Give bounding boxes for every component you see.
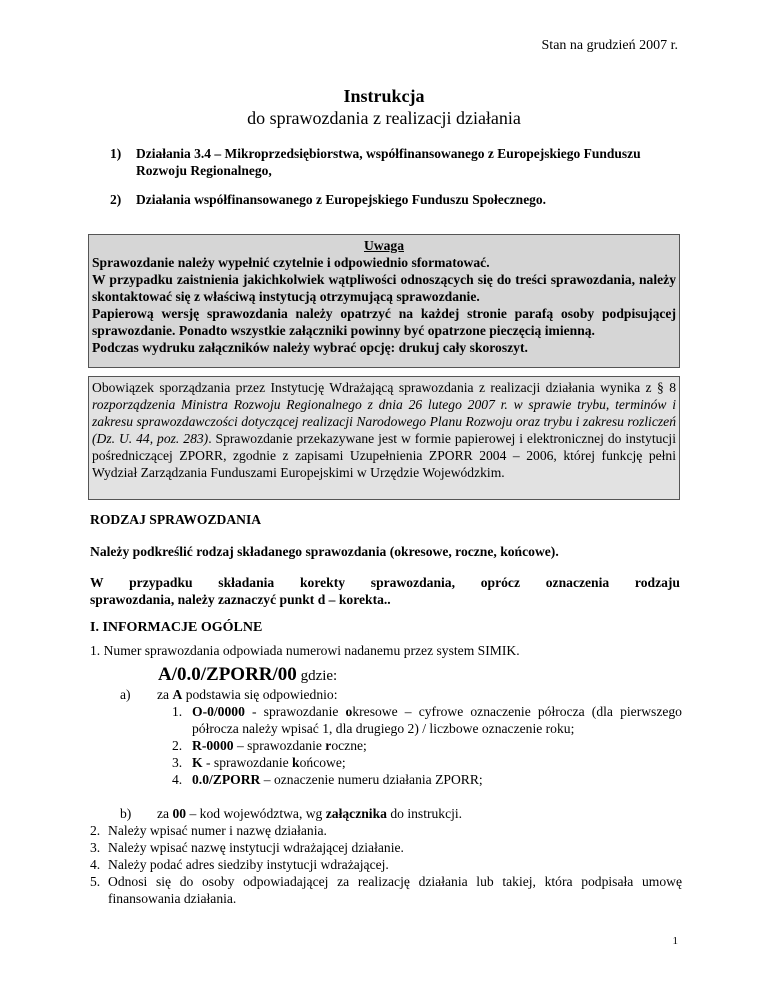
list-item: 4. Należy podać adres siedziby instytucji wdrażającej.: [90, 857, 389, 872]
intro-list-item: 2) Działania współfinansowanego z Europejskiego Funduszu Społecznego.: [110, 192, 547, 207]
report-type-heading: RODZAJ SPRAWOZDANIA: [90, 512, 262, 527]
report-type-instruction: Należy podkreślić rodzaj składanego sprawozdania (okresowe, roczne, końcowe).: [90, 544, 559, 559]
list-item: 4. 0.0/ZPORR – oznaczenie numeru działania ZPORR;: [172, 772, 483, 787]
page-number: 1: [672, 935, 678, 947]
section-heading: I. INFORMACJE OGÓLNE: [90, 620, 263, 635]
correction-instruction-line1: W przypadku składania korekty sprawozdania, oprócz oznaczenia rodzaju: [90, 575, 680, 590]
warning-box: [88, 234, 680, 368]
info-box: [88, 376, 680, 500]
list-item: 5. Odnosi się do osoby odpowiadającej za realizację działania lub takiej, która podpisała umowę finansowania działania.: [90, 874, 682, 906]
warning-paragraph: Papierową wersję sprawozdania należy opatrzyć na każdej stronie parafą osoby podpisującej sprawozdanie. Ponadto wszystkie załączniki powinny być opatrzone pieczęcią imienną.: [92, 306, 676, 338]
sub-list-b: [120, 805, 680, 822]
intro-list-item: 1) Działania 3.4 – Mikroprzedsiębiorstwa, współfinansowanego z Europejskiego Funduszu Rozwoju Regionalnego,: [110, 146, 641, 178]
document-subtitle: do sprawozdania z realizacji działania: [247, 108, 521, 128]
info-paragraph: Obowiązek sporządzania przez Instytucję Wdrażającą sprawozdania z realizacji działania wynika z § 8 rozporządzenia Ministra Rozwoju Regionalnego z dnia 26 lutego 2007 r. w sprawie trybu, terminów i zakresu sprawozdawczości dotyczącej realizacji Narodowego Planu Rozwoju oraz trybu i zakresu rozliczeń (Dz. U. 44, poz. 283). Sprawozdanie przekazywane jest w formie papierowej i elektronicznej do instytucji pośredniczącej ZPORR, zgodnie z zapisami Uzupełnienia ZPORR 2004 – 2006, której funkcję pełni Wydział Zarządzania Funduszami Europejskimi w Urzędzie Wojewódzkim.: [92, 380, 676, 480]
sub-item-a: a) za A podstawia się odpowiednio:: [120, 687, 338, 702]
report-number-format: A/0.0/ZPORR/00 gdzie:: [158, 664, 338, 685]
section-item-1: 1. Numer sprawozdania odpowiada numerowi nadanemu przez system SIMIK.: [90, 643, 520, 658]
correction-instruction-line2: sprawozdania, należy zaznaczyć punkt d – korekta..: [90, 592, 391, 607]
warning-paragraph: W przypadku zaistnienia jakichkolwiek wątpliwości odnoszących się do treści sprawozdania, należy skontaktować się z właściwą instytucją otrzymującą sprawozdanie.: [92, 272, 676, 304]
sub-list-numbered: [172, 703, 682, 788]
document-title: Instrukcja: [343, 86, 425, 106]
list-item: 2. R-0000 – sprawozdanie roczne;: [172, 738, 367, 753]
report-number-code: A/0.0/ZPORR/00: [158, 664, 297, 685]
list-item: 2. Należy wpisać numer i nazwę działania.: [90, 823, 327, 838]
list-item: 1. O-0/0000 - sprawozdanie okresowe – cyfrowe oznaczenie półrocza (dla pierwszego półrocza należy wpisać 1, dla drugiego 2) / liczbowe oznaczenie roku;: [172, 704, 682, 736]
list-item: 3. K - sprawozdanie końcowe;: [172, 755, 346, 770]
list-item: 3. Należy wpisać nazwę instytucji wdrażającej działanie.: [90, 840, 404, 855]
sub-list-a: [120, 686, 680, 703]
intro-list: [110, 145, 670, 220]
warning-heading: Uwaga: [363, 238, 405, 253]
warning-paragraph: Podczas wydruku załączników należy wybrać opcję: drukuj cały skoroszyt.: [92, 340, 528, 355]
warning-paragraph: Sprawozdanie należy wypełnić czytelnie i odpowiednio sformatować.: [92, 255, 490, 270]
document-date: Stan na grudzień 2007 r.: [541, 38, 678, 53]
general-info-list: [90, 822, 682, 907]
sub-item-b: b) za 00 – kod województwa, wg załącznika do instrukcji.: [120, 806, 463, 821]
